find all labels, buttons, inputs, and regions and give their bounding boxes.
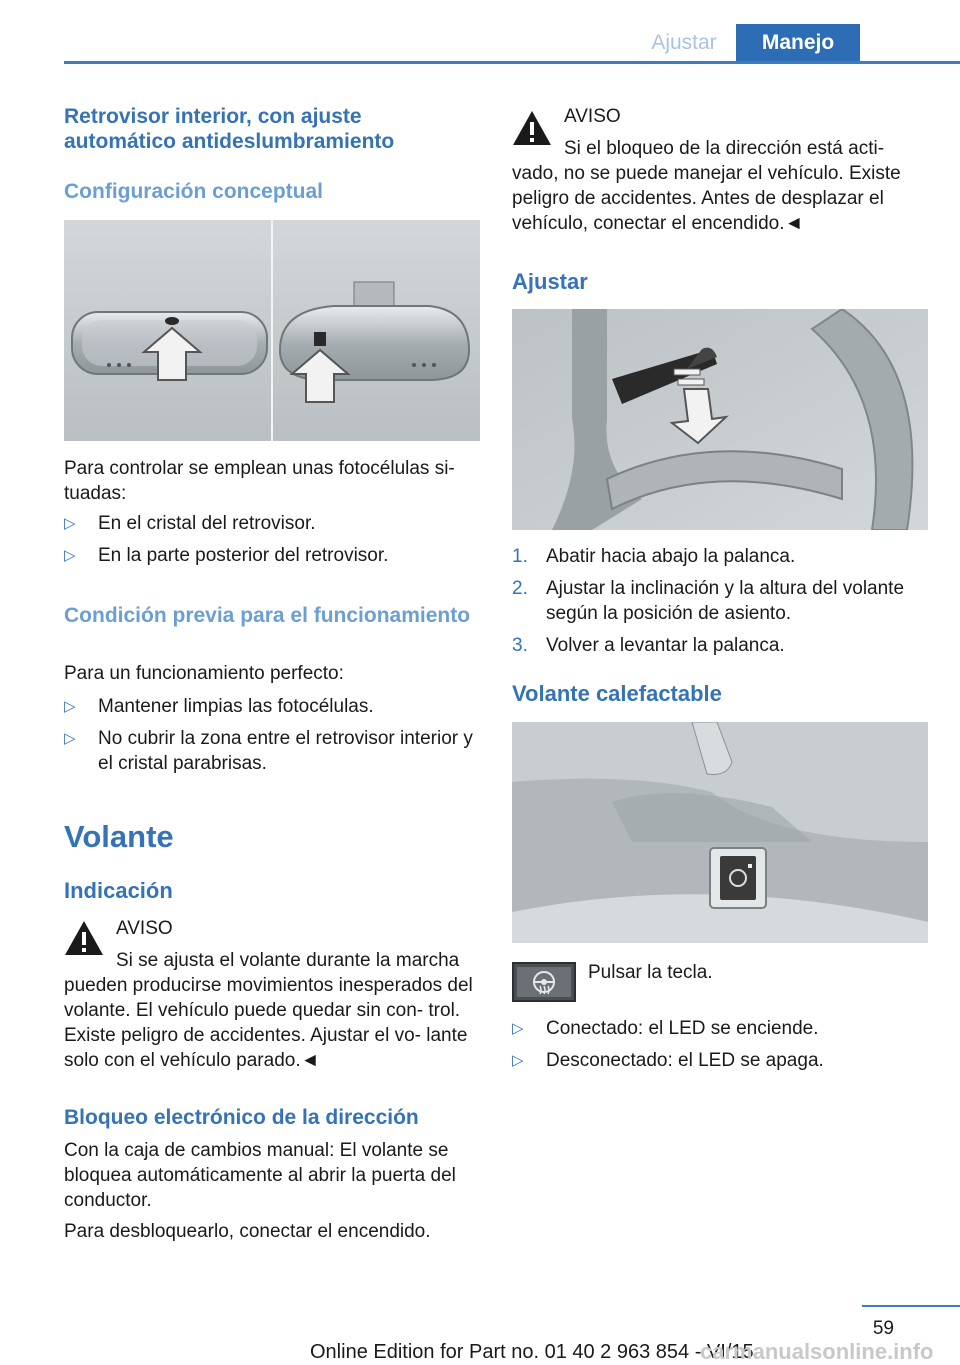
heading-indicacion: Indicación <box>64 878 173 903</box>
mirror-photo <box>64 220 480 441</box>
text-pulsar: Pulsar la tecla. <box>588 962 713 983</box>
page-number: 59 <box>872 1318 894 1339</box>
list-item-text: Conectado: el LED se enciende. <box>546 1018 819 1039</box>
step-text: Ajustar la inclinación y la altura del volante según la posición de asiento. <box>546 578 905 624</box>
text-photocells: Para controlar se emplean unas fotocélulas si‐ tuadas: <box>64 458 455 504</box>
list-item-text: En el cristal del retrovisor. <box>98 513 316 534</box>
bullet-icon: ▷ <box>64 698 76 715</box>
heading-bloqueo: Bloqueo electrónico de la dirección <box>64 1106 419 1129</box>
warning-title: AVISO <box>564 106 621 127</box>
tab-ajustar[interactable]: Ajustar <box>651 30 717 54</box>
text-perfect: Para un funcionamiento perfecto: <box>64 663 344 684</box>
heading-config: Configuración conceptual <box>64 180 324 203</box>
heading-calefactable: Volante calefactable <box>512 681 722 706</box>
bullet-icon: ▷ <box>64 730 76 747</box>
step-text: Volver a levantar la palanca. <box>546 635 785 656</box>
heading-mirror: Retrovisor interior, con ajuste automático antideslumbramiento <box>64 105 395 153</box>
header-rule <box>64 61 960 64</box>
warning-text: Si se ajusta el volante durante la marcha pueden producirse movimientos inesperados del volante. El vehículo puede quedar sin con‐ trol. Existe peligro de accidentes. Ajustar el vo‐ lante solo con el vehículo parado.◄ <box>64 950 473 1071</box>
footer-edition: Online Edition for Part no. 01 40 2 963 854 - VI/15 <box>310 1341 754 1363</box>
step-number: 3. <box>512 635 528 656</box>
heated-steering-button-icon <box>512 962 576 1002</box>
bullet-icon: ▷ <box>512 1020 524 1037</box>
step-number: 1. <box>512 546 528 567</box>
heading-condition: Condición previa para el funcionamiento <box>64 604 471 627</box>
bullet-icon: ▷ <box>64 515 76 532</box>
heading-ajustar: Ajustar <box>512 269 588 294</box>
list-item-text: No cubrir la zona entre el retrovisor interior y el cristal parabrisas. <box>98 728 473 774</box>
footer-rule <box>862 1305 960 1307</box>
step-number: 2. <box>512 578 528 599</box>
heated-steering-photo <box>512 722 928 943</box>
warning-text: Si el bloqueo de la dirección está acti‐ vado, no se puede manejar el vehículo. Existe peligro de accidentes. Antes de desplazar el vehículo, conectar el encendido.◄ <box>512 138 901 234</box>
list-item-text: Desconectado: el LED se apaga. <box>546 1050 824 1071</box>
text-bloqueo-2: Para desbloquearlo, conectar el encendido. <box>64 1221 431 1242</box>
watermark: carmanualsonline.info <box>700 1339 934 1364</box>
bullet-icon: ▷ <box>512 1052 524 1069</box>
list-item-text: En la parte posterior del retrovisor. <box>98 545 389 566</box>
text-bloqueo-1: Con la caja de cambios manual: El volante se bloquea automáticamente al abrir la puerta del conductor. <box>64 1140 456 1211</box>
list-item <box>64 726 480 776</box>
warning-title: AVISO <box>116 918 173 939</box>
step-text: Abatir hacia abajo la palanca. <box>546 546 796 567</box>
heading-volante: Volante <box>64 819 174 854</box>
steering-lever-photo <box>512 309 928 530</box>
list-item <box>512 576 928 626</box>
tab-manejo[interactable]: Manejo <box>736 24 860 61</box>
bullet-icon: ▷ <box>64 547 76 564</box>
list-item-text: Mantener limpias las fotocélulas. <box>98 696 374 717</box>
